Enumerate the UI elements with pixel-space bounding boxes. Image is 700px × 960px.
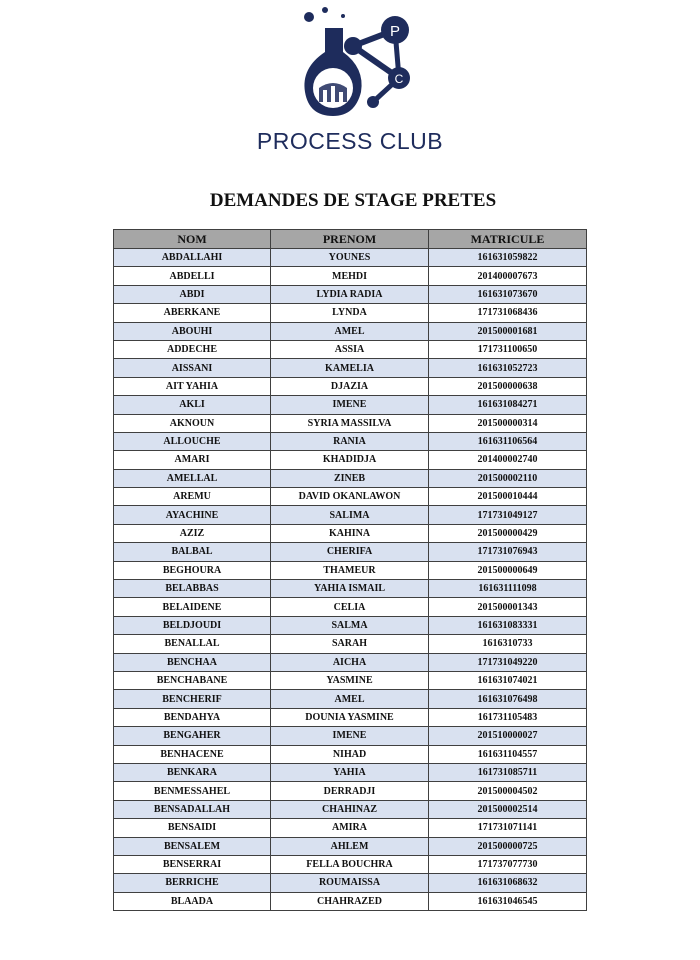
cell-prenom: THAMEUR [271,561,429,579]
cell-prenom: KAHINA [271,524,429,542]
cell-matricule: 171731049220 [429,653,587,671]
cell-nom: BENSADALLAH [114,800,271,818]
table-row [114,671,587,689]
cell-nom: BENDAHYA [114,708,271,726]
cell-prenom: NIHAD [271,745,429,763]
cell-prenom: SYRIA MASSILVA [271,414,429,432]
cell-matricule: 161631111098 [429,580,587,598]
cell-matricule: 171737077730 [429,855,587,873]
cell-prenom: MEHDI [271,267,429,285]
cell-prenom: LYDIA RADIA [271,285,429,303]
cell-prenom: AMIRA [271,819,429,837]
cell-matricule: 201500002110 [429,469,587,487]
cell-prenom: RANIA [271,432,429,450]
table-row [114,488,587,506]
cell-matricule: 1616310733 [429,635,587,653]
cell-matricule: 171731068436 [429,304,587,322]
cell-nom: BENMESSAHEL [114,782,271,800]
cell-nom: BEGHOURA [114,561,271,579]
table-row [114,892,587,910]
table-row [114,855,587,873]
cell-nom: BERRICHE [114,874,271,892]
cell-matricule: 201400002740 [429,451,587,469]
cell-prenom: SARAH [271,635,429,653]
cell-nom: ABDALLAHI [114,249,271,267]
logo-letter-c: C [394,72,404,86]
cell-matricule: 161631106564 [429,432,587,450]
column-header-nom: NOM [114,230,271,249]
table-row [114,708,587,726]
cell-nom: BENALLAL [114,635,271,653]
column-header-prenom: PRENOM [271,230,429,249]
cell-matricule: 201500000429 [429,524,587,542]
cell-nom: ALLOUCHE [114,432,271,450]
cell-nom: BENGAHER [114,727,271,745]
table-row [114,249,587,267]
cell-prenom: AMEL [271,322,429,340]
cell-nom: BENCHAA [114,653,271,671]
cell-prenom: YAHIA ISMAIL [271,580,429,598]
table-row [114,819,587,837]
table-row [114,653,587,671]
table-row [114,782,587,800]
cell-prenom: LYNDA [271,304,429,322]
cell-nom: BLAADA [114,892,271,910]
cell-nom: ABDELLI [114,267,271,285]
table-body [114,249,587,911]
cell-prenom: DOUNIA YASMINE [271,708,429,726]
cell-matricule: 201510000027 [429,727,587,745]
cell-matricule: 171731100650 [429,340,587,358]
table-row [114,451,587,469]
table-row [114,304,587,322]
cell-matricule: 161631104557 [429,745,587,763]
table-row [114,506,587,524]
cell-nom: BALBAL [114,543,271,561]
cell-nom: ADDECHE [114,340,271,358]
cell-nom: BELABBAS [114,580,271,598]
cell-prenom: IMENE [271,396,429,414]
table-row [114,561,587,579]
table-row [114,285,587,303]
cell-nom: AISSANI [114,359,271,377]
table-row [114,267,587,285]
cell-prenom: SALMA [271,616,429,634]
cell-matricule: 161731105483 [429,708,587,726]
table-row [114,727,587,745]
cell-nom: BELAIDENE [114,598,271,616]
table-row [114,874,587,892]
cell-matricule: 201500000649 [429,561,587,579]
cell-nom: BENSAIDI [114,819,271,837]
table-row [114,616,587,634]
cell-matricule: 171731071141 [429,819,587,837]
table-row [114,359,587,377]
cell-matricule: 201500000314 [429,414,587,432]
table-row [114,800,587,818]
cell-nom: ABERKANE [114,304,271,322]
table-row [114,377,587,395]
table-row [114,635,587,653]
cell-nom: BELDJOUDI [114,616,271,634]
cell-matricule: 201500010444 [429,488,587,506]
cell-nom: ABDI [114,285,271,303]
cell-prenom: DAVID OKANLAWON [271,488,429,506]
cell-prenom: ASSIA [271,340,429,358]
cell-prenom: SALIMA [271,506,429,524]
cell-prenom: AMEL [271,690,429,708]
table-row [114,469,587,487]
cell-matricule: 171731049127 [429,506,587,524]
cell-prenom: DJAZIA [271,377,429,395]
cell-nom: AZIZ [114,524,271,542]
cell-nom: AIT YAHIA [114,377,271,395]
table-row [114,580,587,598]
cell-prenom: YASMINE [271,671,429,689]
cell-matricule: 161631074021 [429,671,587,689]
table-row [114,432,587,450]
brand-name: PROCESS CLUB [256,128,444,154]
document-title: DEMANDES DE STAGE PRETES [209,190,497,211]
cell-nom: AKNOUN [114,414,271,432]
cell-nom: AREMU [114,488,271,506]
table-row [114,396,587,414]
cell-matricule: 201500002514 [429,800,587,818]
cell-prenom: AICHA [271,653,429,671]
cell-prenom: CELIA [271,598,429,616]
cell-prenom: IMENE [271,727,429,745]
table-row [114,414,587,432]
logo-letter-p: P [389,23,401,40]
cell-prenom: DERRADJI [271,782,429,800]
cell-nom: BENSALEM [114,837,271,855]
table-row [114,763,587,781]
cell-matricule: 161631046545 [429,892,587,910]
cell-prenom: FELLA BOUCHRA [271,855,429,873]
cell-matricule: 161631068632 [429,874,587,892]
table-row [114,322,587,340]
cell-prenom: AHLEM [271,837,429,855]
cell-matricule: 161631076498 [429,690,587,708]
cell-matricule: 161631059822 [429,249,587,267]
cell-nom: AKLI [114,396,271,414]
cell-nom: BENCHERIF [114,690,271,708]
cell-prenom: CHAHINAZ [271,800,429,818]
cell-prenom: ZINEB [271,469,429,487]
cell-nom: AYACHINE [114,506,271,524]
cell-prenom: CHAHRAZED [271,892,429,910]
cell-nom: AMARI [114,451,271,469]
cell-nom: ABOUHI [114,322,271,340]
cell-prenom: YAHIA [271,763,429,781]
table-row [114,837,587,855]
table-row [114,340,587,358]
column-header-matricule: MATRICULE [429,230,587,249]
table-row [114,543,587,561]
cell-matricule: 201500000638 [429,377,587,395]
table-header-row [114,230,587,249]
cell-prenom: KHADIDJA [271,451,429,469]
cell-matricule: 201500001343 [429,598,587,616]
table-row [114,524,587,542]
cell-matricule: 161631052723 [429,359,587,377]
cell-matricule: 161731085711 [429,763,587,781]
cell-nom: BENKARA [114,763,271,781]
cell-nom: BENHACENE [114,745,271,763]
cell-prenom: YOUNES [271,249,429,267]
cell-matricule: 161631084271 [429,396,587,414]
table-row [114,690,587,708]
cell-nom: BENSERRAI [114,855,271,873]
students-table [113,229,587,911]
cell-prenom: KAMELIA [271,359,429,377]
cell-prenom: ROUMAISSA [271,874,429,892]
cell-matricule: 171731076943 [429,543,587,561]
cell-matricule: 201500004502 [429,782,587,800]
cell-matricule: 201400007673 [429,267,587,285]
cell-matricule: 201500000725 [429,837,587,855]
cell-matricule: 201500001681 [429,322,587,340]
cell-prenom: CHERIFA [271,543,429,561]
process-club-logo [295,6,425,124]
table-row [114,598,587,616]
cell-matricule: 161631073670 [429,285,587,303]
logo-flask-icon [304,7,362,116]
cell-matricule: 161631083331 [429,616,587,634]
table-row [114,745,587,763]
cell-nom: AMELLAL [114,469,271,487]
cell-nom: BENCHABANE [114,671,271,689]
